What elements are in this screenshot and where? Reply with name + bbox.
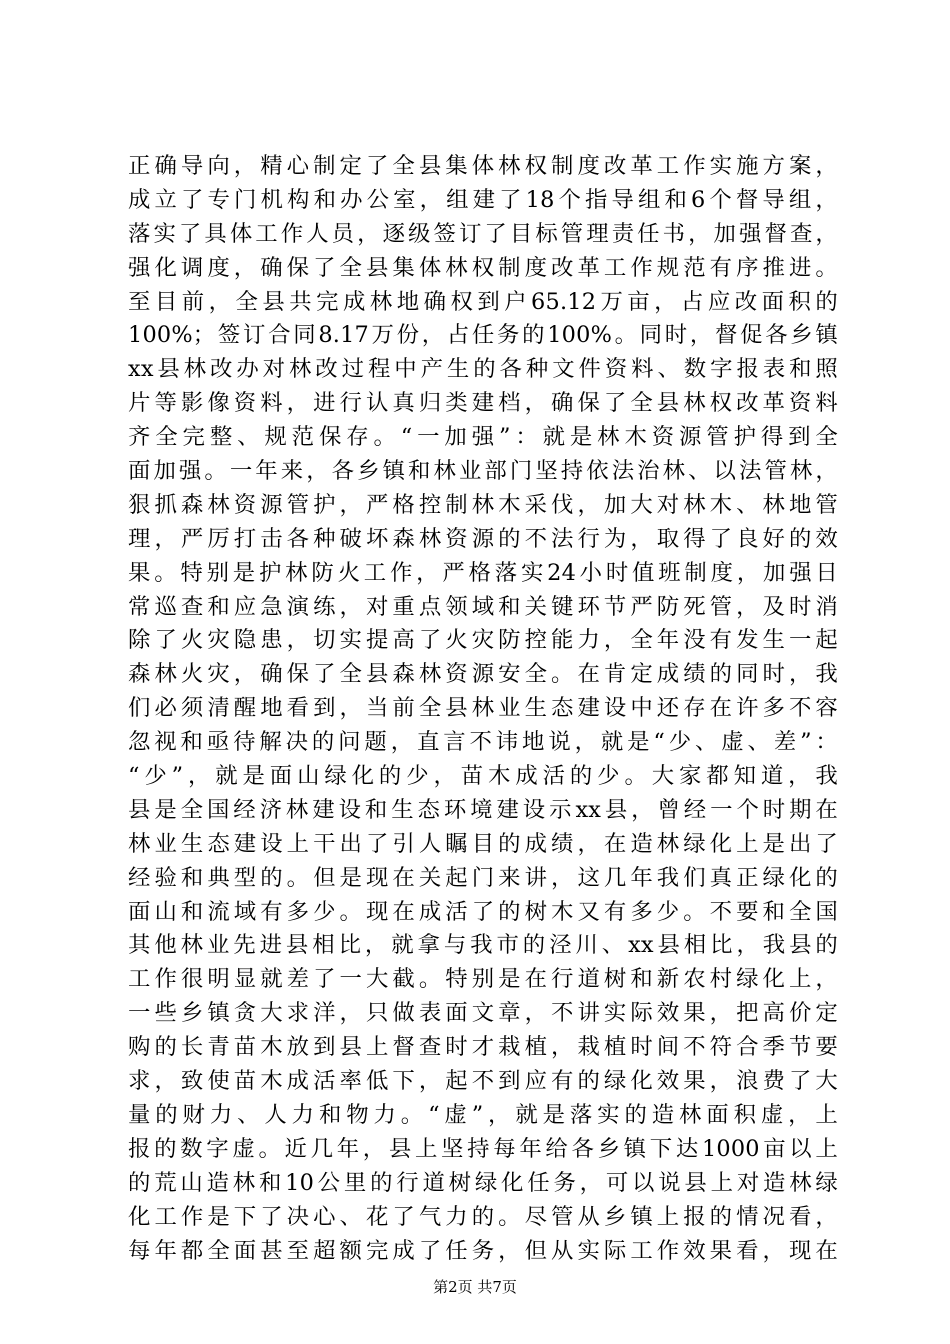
text-line: 齐全完整、规范保存。“一加强”：就是林木资源管护得到全 bbox=[128, 424, 838, 451]
text-line: 成立了专门机构和办公室，组建了18个指导组和6个督导组， bbox=[128, 186, 838, 213]
text-line: 购的长青苗木放到县上督查时才栽植，栽植时间不符合季节要 bbox=[128, 1034, 838, 1061]
text-line: 除了火灾隐患，切实提高了火灾防控能力，全年没有发生一起 bbox=[128, 627, 838, 654]
text-line: 果。特别是护林防火工作，严格落实24小时值班制度，加强日 bbox=[128, 559, 838, 586]
text-line: 林业生态建设上干出了引人瞩目的成绩，在造林绿化上是出了 bbox=[128, 830, 838, 857]
text-line: 理，严厉打击各种破坏森林资源的不法行为，取得了良好的效 bbox=[128, 525, 838, 552]
text-line: 常巡查和应急演练，对重点领域和关键环节严防死管，及时消 bbox=[128, 593, 838, 620]
text-line: 化工作是下了决心、花了气力的。尽管从乡镇上报的情况看， bbox=[128, 1203, 838, 1230]
text-line: “少”，就是面山绿化的少，苗木成活的少。大家都知道，我 bbox=[128, 763, 838, 790]
text-line: 其他林业先进县相比，就拿与我市的泾川、xx县相比，我县的 bbox=[128, 932, 838, 959]
text-line: 100%；签订合同8.17万份，占任务的100%。同时，督促各乡镇 bbox=[128, 322, 838, 349]
text-line: 量的财力、人力和物力。“虚”，就是落实的造林面积虚，上 bbox=[128, 1101, 838, 1128]
text-line: 每年都全面甚至超额完成了任务，但从实际工作效果看，现在 bbox=[128, 1237, 838, 1264]
page-footer: 第2页 共7页 bbox=[433, 1278, 517, 1296]
text-line: 强化调度，确保了全县集体林权制度改革工作规范有序推进。 bbox=[128, 254, 838, 281]
text-line: 求，致使苗木成活率低下，起不到应有的绿化效果，浪费了大 bbox=[128, 1068, 838, 1095]
text-line: 一些乡镇贪大求洋，只做表面文章，不讲实际效果，把高价定 bbox=[128, 1000, 838, 1027]
text-line: 狠抓森林资源管护，严格控制林木采伐，加大对林木、林地管 bbox=[128, 491, 838, 518]
text-line: 正确导向，精心制定了全县集体林权制度改革工作实施方案， bbox=[128, 153, 838, 179]
text-line: xx县林改办对林改过程中产生的各种文件资料、数字报表和照 bbox=[128, 356, 838, 383]
text-line: 片等影像资料，进行认真归类建档，确保了全县林权改革资料 bbox=[128, 390, 838, 417]
body-text bbox=[128, 150, 838, 1268]
text-line: 县是全国经济林建设和生态环境建设示xx县，曾经一个时期在 bbox=[128, 796, 838, 823]
text-line: 至目前，全县共完成林地确权到户65.12万亩，占应改面积的 bbox=[128, 288, 838, 315]
text-line: 忽视和亟待解决的问题，直言不讳地说，就是“少、虚、差”： bbox=[128, 729, 838, 756]
text-line: 森林火灾，确保了全县森林资源安全。在肯定成绩的同时，我 bbox=[128, 661, 838, 688]
text-line: 落实了具体工作人员，逐级签订了目标管理责任书，加强督查， bbox=[128, 220, 838, 247]
text-line: 的荒山造林和10公里的行道树绿化任务，可以说县上对造林绿 bbox=[128, 1169, 838, 1196]
text-line: 报的数字虚。近几年，县上坚持每年给各乡镇下达1000亩以上 bbox=[128, 1135, 838, 1162]
text-line: 经验和典型的。但是现在关起门来讲，这几年我们真正绿化的 bbox=[128, 864, 838, 891]
text-line: 面加强。一年来，各乡镇和林业部门坚持依法治林、以法管林， bbox=[128, 458, 838, 485]
text-line: 们必须清醒地看到，当前全县林业生态建设中还存在许多不容 bbox=[128, 695, 838, 722]
text-line: 面山和流域有多少。现在成活了的树木又有多少。不要和全国 bbox=[128, 898, 838, 925]
text-line: 工作很明显就差了一大截。特别是在行道树和新农村绿化上， bbox=[128, 966, 838, 993]
